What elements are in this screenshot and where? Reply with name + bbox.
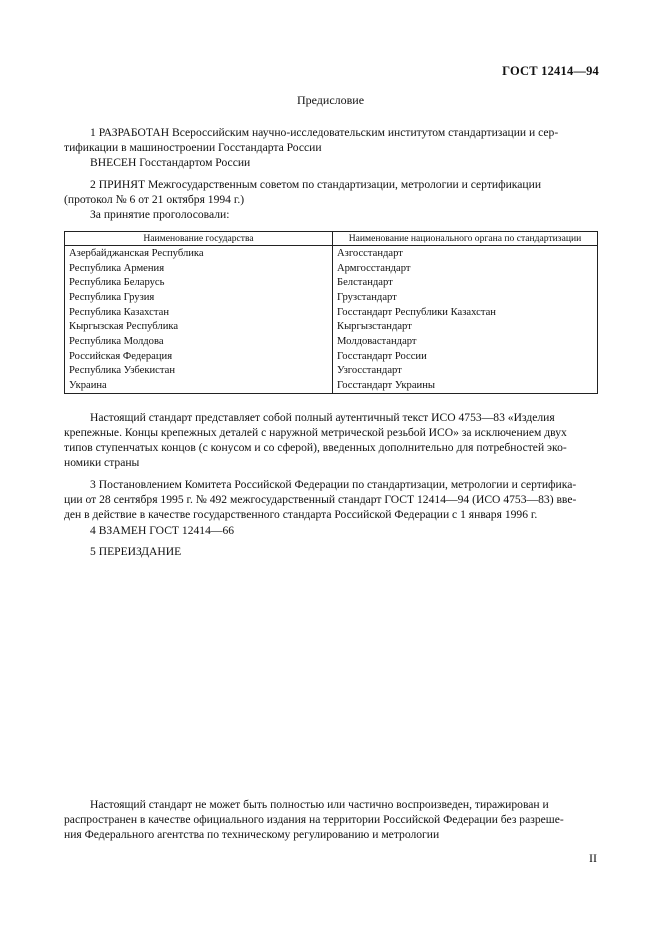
note-line: Настоящий стандарт представляет собой полный аутентичный текст ИСО 4753—83 «Изделия — [90, 411, 555, 424]
section-1-developed — [64, 125, 597, 170]
column-header-standards-body: Наименование национального органа по стандартизации — [333, 232, 598, 246]
state-name: Республика Грузия — [65, 290, 333, 305]
state-name: Республика Молдова — [65, 334, 333, 349]
section-4-text: 4 ВЗАМЕН ГОСТ 12414—66 — [90, 524, 235, 537]
state-name: Республика Узбекистан — [65, 364, 333, 379]
state-name: Азербайджанская Республика — [65, 246, 333, 261]
section-5-reissue — [64, 544, 597, 559]
section-2-line: 2 ПРИНЯТ Межгосударственным советом по стандартизации, метрологии и сертификации — [90, 178, 542, 191]
note-line: крепежные. Концы крепежных деталей с наружной метрической резьбой ИСО» за исключением двух — [64, 426, 567, 439]
page-number: II — [589, 851, 597, 865]
table-row — [65, 319, 598, 334]
page-title: Предисловие — [296, 93, 365, 107]
standards-body-name: Молдовастандарт — [333, 334, 598, 349]
section-5-text: 5 ПЕРЕИЗДАНИЕ — [90, 545, 182, 558]
section-4-replaces — [64, 523, 597, 538]
section-2-line: За принятие проголосовали: — [90, 208, 230, 221]
standards-body-name: Азгосстандарт — [333, 246, 598, 261]
standards-body-name: Госстандарт Республики Казахстан — [333, 305, 598, 320]
note-line: типов ступенчатых концов (с конусом и со сферой), введенных дополнительно для потребностей эко- — [64, 441, 567, 454]
state-name: Республика Беларусь — [65, 275, 333, 290]
standards-body-name: Госстандарт России — [333, 349, 598, 364]
standards-body-name: Госстандарт Украины — [333, 378, 598, 393]
table-row — [65, 378, 598, 393]
table-row — [65, 246, 598, 261]
section-1-line: 1 РАЗРАБОТАН Всероссийским научно-исследовательским институтом стандартизации и сер- — [90, 126, 559, 139]
standards-body-name: Белстандарт — [333, 275, 598, 290]
copyright-line: Настоящий стандарт не может быть полностью или частично воспроизведен, тиражирован и — [90, 798, 549, 811]
column-header-state: Наименование государства — [65, 232, 333, 246]
state-name: Российская Федерация — [65, 349, 333, 364]
table-row — [65, 290, 598, 305]
section-3-enacted — [64, 477, 597, 522]
copyright-line: распространен в качестве официального издания на территории Российской Федерации без разреше- — [64, 813, 564, 826]
standards-body-name: Узгосстандарт — [333, 364, 598, 379]
state-name: Кыргызская Республика — [65, 319, 333, 334]
table-row — [65, 349, 598, 364]
section-3-line: ден в действие в качестве государственного стандарта Российской Федерации с 1 января 1996 г. — [64, 508, 538, 521]
copyright-notice — [64, 797, 597, 842]
authentic-text-note — [64, 410, 597, 470]
state-name: Республика Казахстан — [65, 305, 333, 320]
copyright-line: ния Федерального агентства по техническому регулированию и метрологии — [64, 828, 440, 841]
table-row — [65, 334, 598, 349]
standards-body-name: Грузстандарт — [333, 290, 598, 305]
section-2-adopted — [64, 177, 597, 222]
state-name: Украина — [65, 378, 333, 393]
table-row — [65, 364, 598, 379]
voting-states-table — [64, 231, 598, 394]
section-3-line: 3 Постановлением Комитета Российской Федерации по стандартизации, метрологии и сертифика- — [90, 478, 577, 491]
table-row — [65, 305, 598, 320]
standards-body-name: Кыргызстандарт — [333, 319, 598, 334]
section-3-line: ции от 28 сентября 1995 г. № 492 межгосударственный стандарт ГОСТ 12414—94 (ИСО 4753—83) вве- — [64, 493, 577, 506]
section-1-line: ВНЕСЕН Госстандартом России — [90, 156, 251, 169]
document-code: ГОСТ 12414—94 — [502, 64, 599, 78]
table-row — [65, 261, 598, 276]
section-1-line: тификации в машиностроении Госстандарта России — [64, 141, 322, 154]
note-line: номики страны — [64, 456, 140, 469]
state-name: Республика Армения — [65, 261, 333, 276]
section-2-line: (протокол № 6 от 21 октября 1994 г.) — [64, 193, 245, 206]
table-row — [65, 275, 598, 290]
table-header-row — [65, 232, 598, 246]
standards-body-name: Армгосстандарт — [333, 261, 598, 276]
